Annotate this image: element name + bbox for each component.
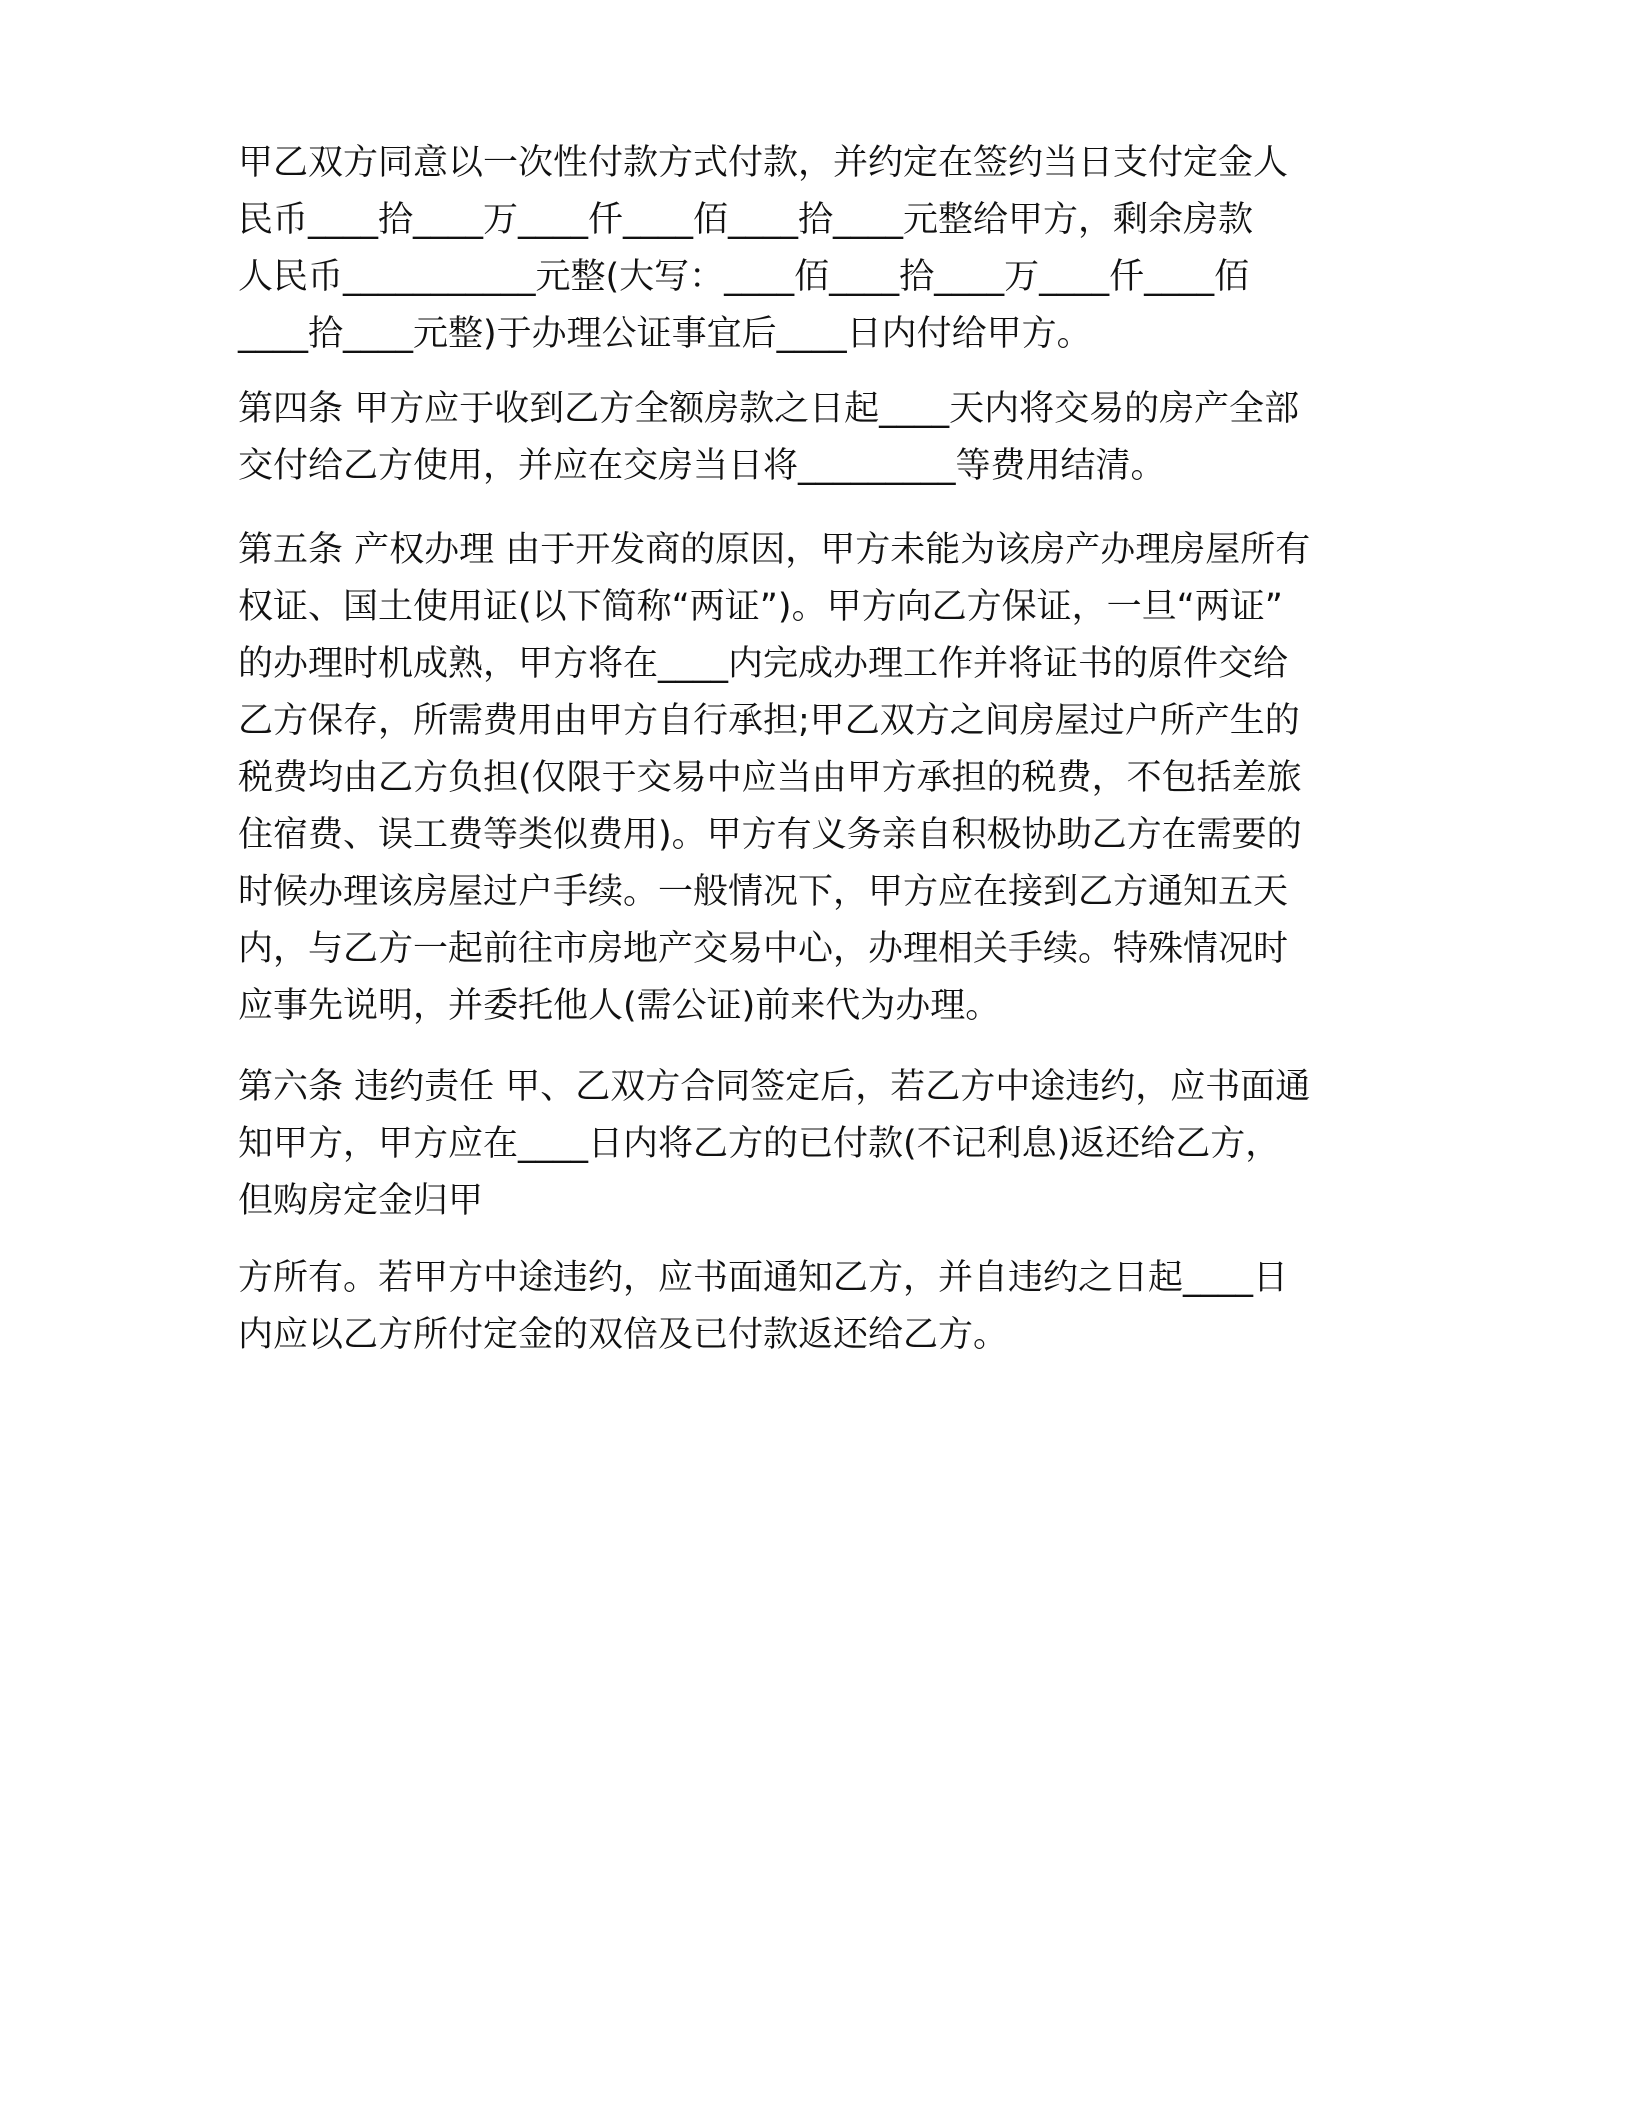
text-line: 人民币___________元整(大写：____佰____拾____万____仟____佰 xyxy=(238,257,1250,297)
text-line: 税费均由乙方负担(仅限于交易中应当由甲方承担的税费，不包括差旅 xyxy=(238,758,1302,798)
text-line: 方所有。若甲方中途违约，应书面通知乙方，并自违约之日起____日 xyxy=(238,1258,1289,1298)
text-line: 第六条 违约责任 甲、乙双方合同签定后，若乙方中途违约，应书面通 xyxy=(238,1067,1311,1107)
text-line: 住宿费、误工费等类似费用)。甲方有义务亲自积极协助乙方在需要的 xyxy=(238,815,1302,855)
text-line: 权证、国土使用证(以下简称“两证”)。甲方向乙方保证，一旦“两证” xyxy=(238,587,1283,627)
text-line: 第四条 甲方应于收到乙方全额房款之日起____天内将交易的房产全部 xyxy=(238,389,1300,429)
text-line: 内应以乙方所付定金的双倍及已付款返还给乙方。 xyxy=(238,1315,1009,1355)
text-line: 但购房定金归甲 xyxy=(238,1181,484,1221)
text-line: 第五条 产权办理 由于开发商的原因，甲方未能为该房产办理房屋所有 xyxy=(238,530,1311,570)
text-line: 甲乙双方同意以一次性付款方式付款，并约定在签约当日支付定金人 xyxy=(238,143,1289,183)
text-line: 乙方保存，所需费用由甲方自行承担;甲乙双方之间房屋过户所产生的 xyxy=(238,701,1300,741)
text-line: 应事先说明，并委托他人(需公证)前来代为办理。 xyxy=(238,986,1001,1026)
text-line: 民币____拾____万____仟____佰____拾____元整给甲方，剩余房款 xyxy=(238,200,1254,240)
text-line: 交付给乙方使用，并应在交房当日将_________等费用结清。 xyxy=(238,446,1166,486)
text-line: ____拾____元整)于办理公证事宜后____日内付给甲方。 xyxy=(238,314,1092,354)
text-line: 的办理时机成熟，甲方将在____内完成办理工作并将证书的原件交给 xyxy=(238,644,1289,684)
text-line: 时候办理该房屋过户手续。一般情况下，甲方应在接到乙方通知五天 xyxy=(238,872,1289,912)
text-line: 知甲方，甲方应在____日内将乙方的已付款(不记利息)返还给乙方， xyxy=(238,1124,1281,1164)
text-line: 内，与乙方一起前往市房地产交易中心，办理相关手续。特殊情况时 xyxy=(238,929,1289,969)
